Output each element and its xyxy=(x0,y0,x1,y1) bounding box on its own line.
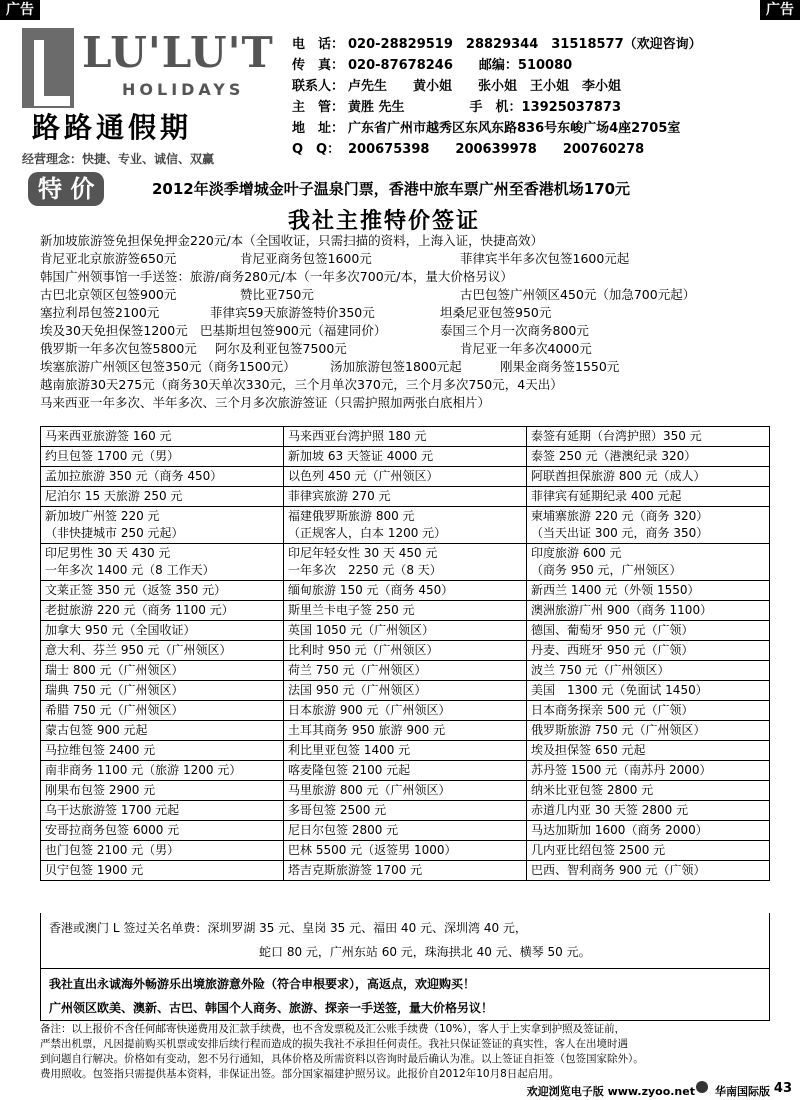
table-cell: 印尼男性 30 天 430 元 一年多次 1400 元（8 工作天） xyxy=(41,544,284,581)
visa-item: 刚果金商务签1550元 xyxy=(500,359,620,374)
contact-row-fax: 传 真： 020-87678246 邮编：510080 xyxy=(292,58,573,73)
table-cell: 俄罗斯旅游 750 元（广州领区） xyxy=(527,721,770,741)
page-number: 43 xyxy=(773,1081,792,1096)
visa-item: 肯尼亚北京旅游签650元 xyxy=(40,251,177,266)
table-cell: 多哥包签 2500 元 xyxy=(284,801,527,821)
table-cell: 几内亚比绍包签 2500 元 xyxy=(527,841,770,861)
table-cell: 丹麦、西班牙 950 元（广领） xyxy=(527,641,770,661)
visa-item: 阿尔及利亚包签7500元 xyxy=(215,341,347,356)
visa-item: 菲律宾半年多次包签1600元起 xyxy=(460,251,630,266)
note-line: 费用照收。包签指只需提供基本资料，非保证出签。部分国家福建护照另议。此报价自2012年10月8日起启用。 xyxy=(40,1068,560,1080)
footer xyxy=(0,1078,800,1100)
visa-item: 肯尼亚商务包签1600元 xyxy=(240,251,372,266)
table-row xyxy=(41,581,770,601)
visa-line xyxy=(40,358,800,376)
main-title: 我社主推特价签证 xyxy=(288,209,481,234)
table-cell: 乌干达旅游签 1700 元起 xyxy=(41,801,284,821)
note-line: 到问题自行解决。价格如有变动，恕不另行通知，具体价格及所需资料以咨询时最后确认为准。以上签证自拒签（包签国家除外）。 xyxy=(40,1053,644,1065)
visa-item: 赞比亚750元 xyxy=(240,287,314,302)
note-line: 备注：以上报价不含任何邮寄快递费用及汇款手续费，也不含发票税及汇公账手续费（10%），客人于上实拿到护照及签证前， xyxy=(40,1023,626,1035)
visa-line xyxy=(40,340,800,358)
table-cell: 安哥拉商务包签 6000 元 xyxy=(41,821,284,841)
table-cell: 刚果布包签 2900 元 xyxy=(41,781,284,801)
table-row xyxy=(41,861,770,881)
promo-headline: 2012年淡季增城金叶子温泉门票，香港中旅车票广州至香港机场170元 xyxy=(152,180,631,198)
table-row xyxy=(41,641,770,661)
table-cell: 泰签 250 元（港澳纪录 320） xyxy=(527,447,770,467)
visa-item: 巴基斯坦包签900元（福建同价） xyxy=(200,323,387,338)
table-row xyxy=(41,741,770,761)
table-cell: 菲律宾有延期纪录 400 元起 xyxy=(527,487,770,507)
table-cell: 孟加拉旅游 350 元（商务 450） xyxy=(41,467,284,487)
table-cell: 新加坡广州签 220 元 （非快捷城市 250 元起） xyxy=(41,507,284,544)
notes xyxy=(40,1022,780,1082)
table-row xyxy=(41,661,770,681)
visa-line xyxy=(40,286,800,304)
table-row xyxy=(41,621,770,641)
header xyxy=(0,20,800,170)
table-row xyxy=(41,841,770,861)
table-row xyxy=(41,721,770,741)
visa-line xyxy=(40,322,800,340)
logo-chinese: 路路通假期 xyxy=(32,111,193,144)
featured-visa-list xyxy=(40,232,800,412)
table-cell: 波兰 750 元（广州领区） xyxy=(527,661,770,681)
table-row xyxy=(41,801,770,821)
table-cell: 德国、葡萄牙 950 元（广领） xyxy=(527,621,770,641)
visa-item: 埃及30天免担保签1200元 xyxy=(40,323,188,338)
visa-line xyxy=(40,376,800,394)
table-cell: 巴林 5500 元（返签男 1000） xyxy=(284,841,527,861)
table-row xyxy=(41,601,770,621)
insurance-line: 我社直出永诚海外畅游乐出境旅游意外险（符合申根要求），高返点，欢迎购买！ xyxy=(49,977,476,991)
logo-subtitle: HOLIDAYS xyxy=(122,80,245,99)
table-cell: 蒙古包签 900 元起 xyxy=(41,721,284,741)
table-cell: 福建俄罗斯旅游 800 元 （正规客人，白本 1200 元） xyxy=(284,507,527,544)
table-row xyxy=(41,781,770,801)
contact-row-phone: 电 话： 020-28829519 28829344 31518577（欢迎咨询） xyxy=(292,37,702,52)
table-cell: 菲律宾旅游 270 元 xyxy=(284,487,527,507)
visa-price-table xyxy=(40,426,770,881)
visa-line xyxy=(40,304,800,322)
visa-item: 肯尼亚一年多次4000元 xyxy=(460,341,592,356)
table-cell: 日本商务探亲 500 元（广领） xyxy=(527,701,770,721)
table-cell: 埃及担保签 650 元起 xyxy=(527,741,770,761)
table-cell: 以色列 450 元（广州领区） xyxy=(284,467,527,487)
insurance-box xyxy=(40,969,770,1021)
visa-item: 越南旅游30天275元（商务30天单次330元，三个月单次370元，三个月多次750元，4天出） xyxy=(40,377,563,392)
table-cell: 荷兰 750 元（广州领区） xyxy=(284,661,527,681)
visa-item: 埃塞旅游广州领区包签350元（商务1500元） xyxy=(40,359,296,374)
hk-macau-fee-box xyxy=(40,913,770,969)
table-row xyxy=(41,467,770,487)
table-cell: 老挝旅游 220 元（商务 1100 元） xyxy=(41,601,284,621)
table-cell: 瑞士 800 元（广州领区） xyxy=(41,661,284,681)
table-cell: 阿联酋担保旅游 800 元（成人） xyxy=(527,467,770,487)
table-cell: 美国 1300 元（免面试 1450） xyxy=(527,681,770,701)
visa-item: 坦桑尼亚包签950元 xyxy=(440,305,552,320)
table-cell: 马达加斯加 1600（商务 2000） xyxy=(527,821,770,841)
visa-item: 新加坡旅游签免担保免押金220元/本（全国收证，只需扫描的资料，上海入证，快捷高效） xyxy=(40,233,544,248)
visa-line xyxy=(40,394,800,412)
table-row xyxy=(41,447,770,467)
table-cell: 巴西、智利商务 900 元（广领） xyxy=(527,861,770,881)
table-row xyxy=(41,507,770,544)
table-cell: 泰签有延期（台湾护照）350 元 xyxy=(527,427,770,447)
table-cell: 新西兰 1400 元（外领 1550） xyxy=(527,581,770,601)
ad-tag-left: 广告 xyxy=(0,0,40,20)
table-cell: 利比里亚包签 1400 元 xyxy=(284,741,527,761)
visa-line xyxy=(40,232,800,250)
visa-item: 韩国广州领事馆一手送签：旅游/商务280元/本（一年多次700元/本，量大价格另议） xyxy=(40,269,513,284)
table-cell: 马拉维包签 2400 元 xyxy=(41,741,284,761)
table-cell: 塔吉克斯旅游签 1700 元 xyxy=(284,861,527,881)
brand-badge-icon xyxy=(696,1081,708,1093)
table-cell: 希腊 750 元（广州领区） xyxy=(41,701,284,721)
table-row xyxy=(41,821,770,841)
company-logo xyxy=(22,28,280,166)
table-cell: 英国 1050 元（广州领区） xyxy=(284,621,527,641)
consulate-line: 广州领区欧美、澳新、古巴、韩国个人商务、旅游、探亲一手送签，量大价格另议！ xyxy=(49,1001,494,1015)
table-cell: 贝宁包签 1900 元 xyxy=(41,861,284,881)
contact-info xyxy=(292,34,702,160)
table-cell: 马来西亚台湾护照 180 元 xyxy=(284,427,527,447)
table-cell: 喀麦隆包签 2100 元起 xyxy=(284,761,527,781)
table-row xyxy=(41,761,770,781)
visa-item: 古巴北京领区包签900元 xyxy=(40,287,177,302)
ad-tag-right: 广告 xyxy=(760,0,800,20)
table-cell: 南非商务 1100 元（旅游 1200 元） xyxy=(41,761,284,781)
contact-row-people: 联系人： 卢先生 黄小姐 张小姐 王小姐 李小姐 xyxy=(292,79,622,94)
table-cell: 苏丹签 1500 元（南苏丹 2000） xyxy=(527,761,770,781)
table-cell: 缅甸旅游 150 元（商务 450） xyxy=(284,581,527,601)
business-motto: 经营理念：快捷、专业、诚信、双赢 xyxy=(22,152,215,166)
visa-item: 塞拉利昂包签2100元 xyxy=(40,305,160,320)
promo-banner xyxy=(28,172,800,232)
table-cell: 也门包签 2100 元（男） xyxy=(41,841,284,861)
logo-mark-icon xyxy=(22,28,74,108)
table-cell: 文莱正签 350 元（返签 350 元） xyxy=(41,581,284,601)
table-row xyxy=(41,681,770,701)
contact-row-manager: 主 管： 黄胜 先生 手 机：13925037873 xyxy=(292,100,622,115)
table-row xyxy=(41,487,770,507)
table-cell: 澳洲旅游广州 900（商务 1100） xyxy=(527,601,770,621)
visa-item: 泰国三个月一次商务800元 xyxy=(440,323,589,338)
visa-line xyxy=(40,250,800,268)
table-cell: 瑞典 750 元（广州领区） xyxy=(41,681,284,701)
visa-item: 汤加旅游包签1800元起 xyxy=(330,359,462,374)
contact-row-address: 地 址： 广东省广州市越秀区东风东路836号东峻广场4座2705室 xyxy=(292,121,681,136)
visa-line xyxy=(40,268,800,286)
table-cell: 印度旅游 600 元 （商务 950 元，广州领区） xyxy=(527,544,770,581)
table-cell: 比利时 950 元（广州领区） xyxy=(284,641,527,661)
footer-website[interactable]: 欢迎浏览电子版 www.zyoo.net xyxy=(526,1085,695,1098)
visa-item: 菲律宾59天旅游签特价350元 xyxy=(210,305,375,320)
table-cell: 尼日尔包签 2800 元 xyxy=(284,821,527,841)
table-cell: 加拿大 950 元（全国收证） xyxy=(41,621,284,641)
table-cell: 斯里兰卡电子签 250 元 xyxy=(284,601,527,621)
table-cell: 约旦包签 1700 元（男） xyxy=(41,447,284,467)
table-cell: 赤道几内亚 30 天签 2800 元 xyxy=(527,801,770,821)
table-cell: 法国 950 元（广州领区） xyxy=(284,681,527,701)
contact-row-qq: Q Q： 200675398 200639978 200760278 xyxy=(292,142,645,157)
table-cell: 意大利、芬兰 950 元（广州领区） xyxy=(41,641,284,661)
hk-fee-line-1: 香港或澳门 L 签过关名单费：深圳罗湖 35 元、皇岗 35 元、福田 40 元、深圳湾 40 元， xyxy=(49,921,527,935)
logo-english: LU'LU'T xyxy=(82,28,274,77)
table-cell: 纳米比亚包签 2800 元 xyxy=(527,781,770,801)
table-cell: 尼泊尔 15 天旅游 250 元 xyxy=(41,487,284,507)
table-row xyxy=(41,427,770,447)
table-row xyxy=(41,701,770,721)
footer-edition: 华南国际版 xyxy=(715,1085,770,1098)
table-cell: 日本旅游 900 元（广州领区） xyxy=(284,701,527,721)
note-line: 严禁出机票，凡因提前购买机票或安排后续行程而造成的损失我社不承担任何责任。我社只保证签证的真实性，客人在出境时遇 xyxy=(40,1038,628,1050)
table-cell: 马里旅游 800 元（广州领区） xyxy=(284,781,527,801)
table-cell: 柬埔寨旅游 220 元（商务 320） （当天出证 300 元，商务 350） xyxy=(527,507,770,544)
hk-fee-line-2: 蛇口 80 元，广州东站 60 元，珠海拱北 40 元、横琴 50 元。 xyxy=(259,945,591,959)
table-row xyxy=(41,544,770,581)
visa-item: 俄罗斯一年多次包签5800元 xyxy=(40,341,197,356)
visa-item: 马来西亚一年多次、半年多次、三个月多次旅游签证（只需护照加两张白底相片） xyxy=(40,395,491,410)
table-cell: 印尼年轻女性 30 天 450 元 一年多次 2250 元（8 天） xyxy=(284,544,527,581)
visa-item: 古巴包签广州领区450元（加急700元起） xyxy=(460,287,696,302)
special-price-badge: 特 价 xyxy=(28,172,104,206)
table-cell: 新加坡 63 天签证 4000 元 xyxy=(284,447,527,467)
table-cell: 马来西亚旅游签 160 元 xyxy=(41,427,284,447)
table-cell: 土耳其商务 950 旅游 900 元 xyxy=(284,721,527,741)
